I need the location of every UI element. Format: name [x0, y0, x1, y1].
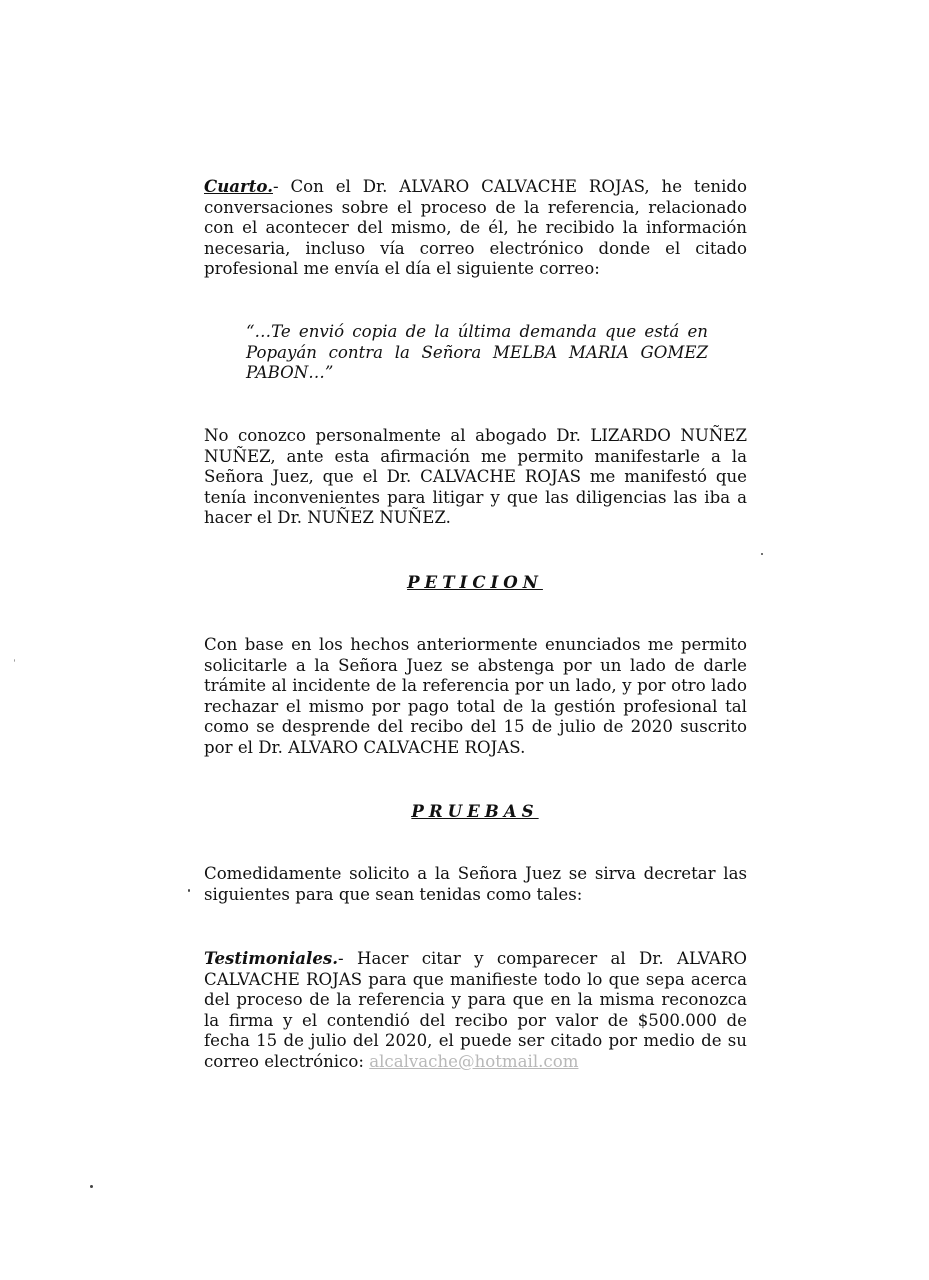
cuarto-text: - Con el Dr. ALVARO CALVACHE ROJAS, he tenido conversaciones sobre el proceso de la referencia, relacionado con el acontecer del mismo, de él, he recibido la información necesaria, incluso vía correo electrónico donde el citado profesional me envía el día el siguiente correo: [204, 177, 747, 279]
email-quote: “…Te envió copia de la última demanda que está en Popayán contra la Señora MELBA MARIA GOMEZ PABON…” [246, 322, 708, 383]
pruebas-paragraph: Comedidamente solicito a la Señora Juez se sirva decretar las siguientes para que sean tenidas como tales: [204, 864, 747, 904]
cuarto-lead: Cuarto. [204, 176, 273, 196]
email-link[interactable]: alcalvache@hotmail.com [369, 1051, 579, 1071]
scan-speck [90, 1185, 93, 1188]
scan-speck [761, 553, 763, 555]
scan-speck [14, 659, 15, 662]
pruebas-heading: PRUEBAS [411, 801, 539, 821]
testimoniales-paragraph [204, 948, 747, 1073]
scan-speck [188, 889, 190, 892]
testimoniales-text: - Hacer citar y comparecer al Dr. ALVARO CALVACHE ROJAS para que manifieste todo lo que sepa acerca del proceso de la referencia y para que en la misma reconozca la firma y el contendió del recibo por valor de $500.000 de fecha 15 de julio del 2020, el puede ser citado por medio de su correo electrónico: [204, 949, 747, 1071]
cuarto-paragraph [204, 176, 747, 280]
peticion-heading: PETICION [407, 572, 543, 592]
testimoniales-lead: Testimoniales. [204, 948, 339, 968]
nunez-paragraph: No conozco personalmente al abogado Dr. LIZARDO NUÑEZ NUÑEZ, ante esta afirmación me permito manifestarle a la Señora Juez, que el Dr. CALVACHE ROJAS me manifestó que tenía inconvenientes para litigar y que las diligencias las iba a hacer el Dr. NUÑEZ NUÑEZ. [204, 426, 747, 528]
peticion-paragraph: Con base en los hechos anteriormente enunciados me permito solicitarle a la Señora Juez se abstenga por un lado de darle trámite al incidente de la referencia por un lado, y por otro lado rechazar el mismo por pago total de la gestión profesional tal como se desprende del recibo del 15 de julio de 2020 suscrito por el Dr. ALVARO CALVACHE ROJAS. [204, 635, 747, 757]
